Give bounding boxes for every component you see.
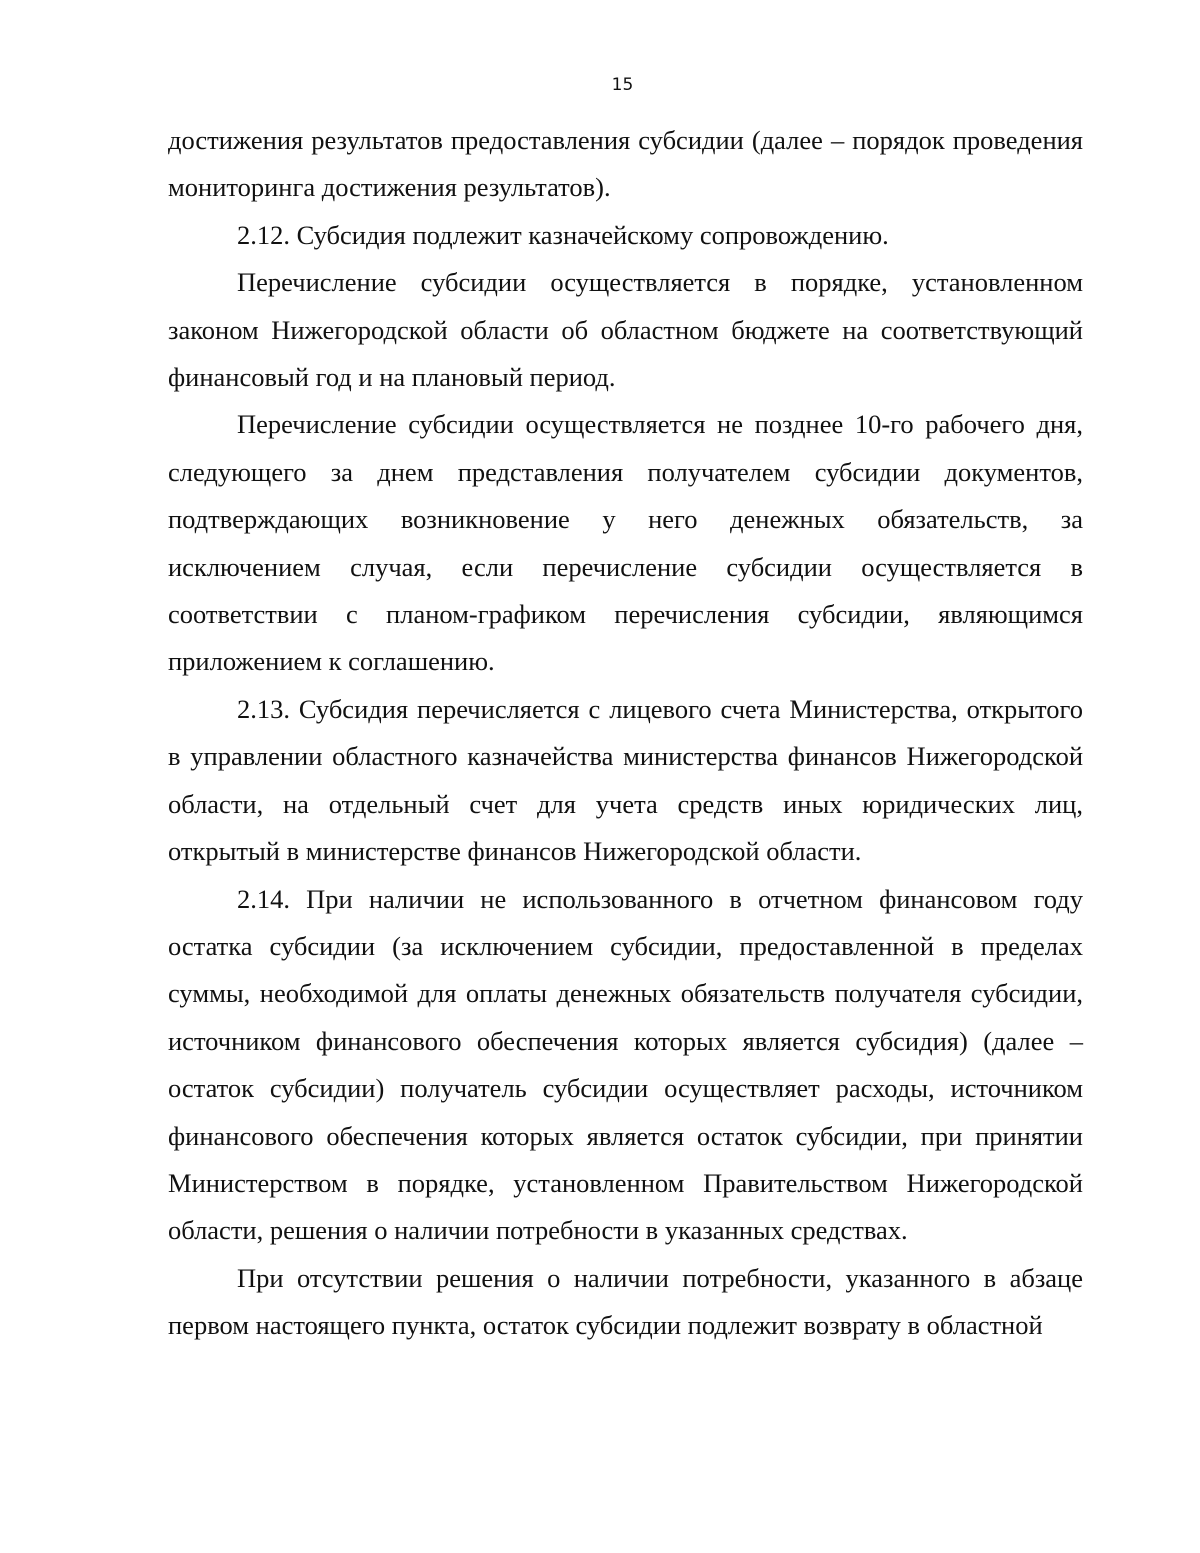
paragraph-continuation: достижения результатов предоставления субсидии (далее – порядок проведения мониторинга достижения результатов). bbox=[168, 125, 1083, 203]
paragraph-2-14: 2.14. При наличии не использованного в отчетном финансовом году остатка субсидии (за исключением субсидии, предоставленной в пределах суммы, необходимой для оплаты денежных обязательств получателя субсидии, источником финансового обеспечения которых является субсидия) (далее – остаток субсидии) получатель субсидии осуществляет расходы, источником финансового обеспечения которых является остаток субсидии, при принятии Министерством в порядке, установленном Правительством Нижегородской области, решения о наличии потребности в указанных средствах. bbox=[168, 883, 1083, 1246]
document-body bbox=[168, 117, 1083, 1350]
paragraph-transfer-deadline: Перечисление субсидии осуществляется не позднее 10-го рабочего дня, следующего за днем представления получателем субсидии документов, подтверждающих возникновение у него денежных обязательств, за исключением случая, если перечисление субсидии осуществляется в соответствии с планом-графиком перечисления субсидии, являющимся приложением к соглашению. bbox=[168, 409, 1083, 677]
page-number: 15 bbox=[611, 75, 634, 95]
paragraph-2-12: 2.12. Субсидия подлежит казначейскому сопровождению. bbox=[237, 219, 889, 250]
paragraph-return-balance: При отсутствии решения о наличии потребности, указанного в абзаце первом настоящего пункта, остаток субсидии подлежит возврату в областной bbox=[168, 1262, 1083, 1341]
paragraph-transfer-order: Перечисление субсидии осуществляется в порядке, установленном законом Нижегородской области об областном бюджете на соответствующий финансовый год и на плановый период. bbox=[168, 267, 1083, 393]
paragraph-2-13: 2.13. Субсидия перечисляется с лицевого счета Министерства, открытого в управлении областного казначейства министерства финансов Нижегородской области, на отдельный счет для учета средств иных юридических лиц, открытый в министерстве финансов Нижегородской области. bbox=[168, 693, 1083, 867]
